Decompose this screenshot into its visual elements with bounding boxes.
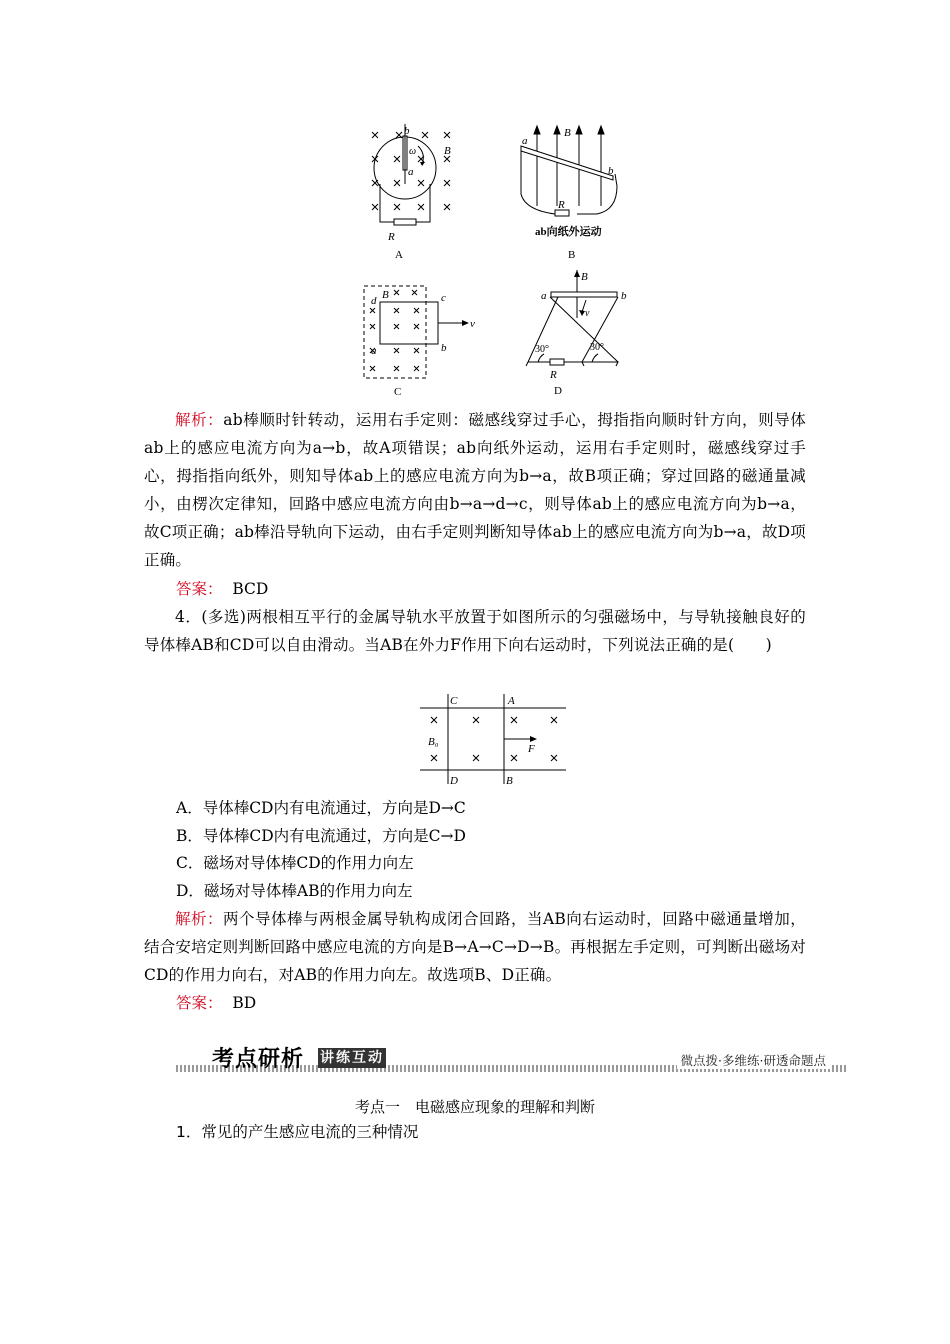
caption-b: B <box>568 249 576 261</box>
label-a: a <box>408 166 414 178</box>
label-B-c: B <box>382 289 389 301</box>
label-a-b: a <box>522 135 528 147</box>
label-b-d: b <box>621 290 627 302</box>
section-heading: 考点一 电磁感应现象的理解和判断 <box>354 1098 595 1116</box>
label-d-c: d <box>371 295 377 307</box>
banner-title: 考点研析 <box>212 1047 305 1072</box>
q4-label-C: C <box>450 695 458 707</box>
banner-subtitle: 讲练互动 <box>320 1050 384 1066</box>
rod-ab-b <box>521 146 613 180</box>
label-B-d: B <box>581 271 588 283</box>
incline-rails-d <box>526 297 618 366</box>
label-b-b: b <box>608 165 614 177</box>
q4-analysis-text: 两个导体棒与两根金属导轨构成闭合回路，当AB向右运动时，回路中磁通量增加，结合安培定则判断回路中感应电流的方向是B→A→C→D→B。再根据左手定则，可判断出磁场对CD的作用力向右，对AB的作用力向左。故选项B、D正确。 <box>144 910 806 984</box>
field-crosses-q4 <box>431 717 557 761</box>
figure-d <box>520 268 640 400</box>
q4-answer-label: 答案： <box>176 994 223 1012</box>
label-R-b: R <box>558 199 565 211</box>
figure-c <box>360 282 480 400</box>
label-B-b: B <box>564 127 571 139</box>
q3-answer <box>176 575 268 603</box>
label-v-d: v <box>585 308 590 319</box>
label-v-c: v <box>470 318 475 330</box>
label-c-c: c <box>441 292 446 304</box>
circuit-wires-a <box>380 124 430 222</box>
resistor-r-a <box>394 219 416 225</box>
label-b-c: b <box>441 342 447 354</box>
q4-answer <box>176 989 256 1017</box>
rod-ab-d <box>551 292 617 297</box>
note-b: ab向纸外运动 <box>535 226 602 238</box>
q4-analysis-label: 解析： <box>175 910 223 928</box>
q4-option-d: D．磁场对导体棒AB的作用力向左 <box>176 882 413 900</box>
label-B: B <box>444 145 451 157</box>
label-R-d: R <box>550 369 557 381</box>
label-b: b <box>404 125 410 137</box>
label-omega: ω <box>409 146 417 157</box>
section-item-1: 1．常见的产生感应电流的三种情况 <box>176 1123 419 1141</box>
label-angle-right-d: 30° <box>590 342 604 353</box>
q4-answer-value: BD <box>232 994 257 1012</box>
label-a-c: a <box>371 345 377 357</box>
label-R: R <box>388 231 395 243</box>
q4-label-B: B <box>506 775 513 787</box>
figure-b <box>515 124 625 264</box>
q4-stem: 4．(多选)两根相互平行的金属导轨水平放置于如图所示的匀强磁场中，与导轨接触良好的导体棒AB和CD可以自由滑动。当AB在外力F作用下向右运动时，下列说法正确的是( ) <box>144 608 806 654</box>
q3-answer-value: BCD <box>232 580 269 598</box>
label-angle-left-d: 30° <box>535 344 549 355</box>
q4-option-c: C．磁场对导体棒CD的作用力向左 <box>176 854 414 872</box>
q3-answer-label: 答案： <box>176 580 223 598</box>
q4-option-b: B．导体棒CD内有电流通过，方向是C→D <box>176 827 466 845</box>
q4-label-B0: B₀ <box>428 736 439 748</box>
loop-abcd <box>380 302 438 344</box>
q3-analysis-label: 解析： <box>175 411 224 429</box>
q4-label-D: D <box>450 775 458 787</box>
caption-d: D <box>554 385 562 397</box>
rails-b <box>521 148 617 214</box>
caption-c: C <box>394 386 402 398</box>
q4-analysis <box>144 905 806 989</box>
label-a-d: a <box>541 290 547 302</box>
q3-analysis-text: ab棒顺时针转动，运用右手定则：磁感线穿过手心，拇指指向顺时针方向，则导体ab上的感应电流方向为a→b，故A项错误；ab向纸外运动，运用右手定则时，磁感线穿过手心，拇指指向纸外，则知导体ab上的感应电流方向为b→a，故B项正确；穿过回路的磁通量减小，由楞次定律知，回路中感应电流方向由b→a→d→c，则导体ab上的感应电流方向为b→a，故C项正确；ab棒沿导轨向下运动，由右手定则判断知导体ab上的感应电流方向为b→a，故D项正确。 <box>144 411 806 569</box>
section-banner <box>176 1042 846 1076</box>
q4-figure <box>418 690 568 790</box>
banner-tagline: 微点拨·多维练·研透命题点 <box>677 1051 830 1069</box>
resistor-r-d <box>550 359 564 365</box>
figure-a <box>360 124 460 264</box>
q4-label-F: F <box>528 743 535 755</box>
caption-a: A <box>395 249 403 261</box>
q4-option-a: A．导体棒CD内有电流通过，方向是D→C <box>176 799 466 817</box>
q3-analysis <box>144 406 806 574</box>
q4-label-A: A <box>508 695 515 707</box>
